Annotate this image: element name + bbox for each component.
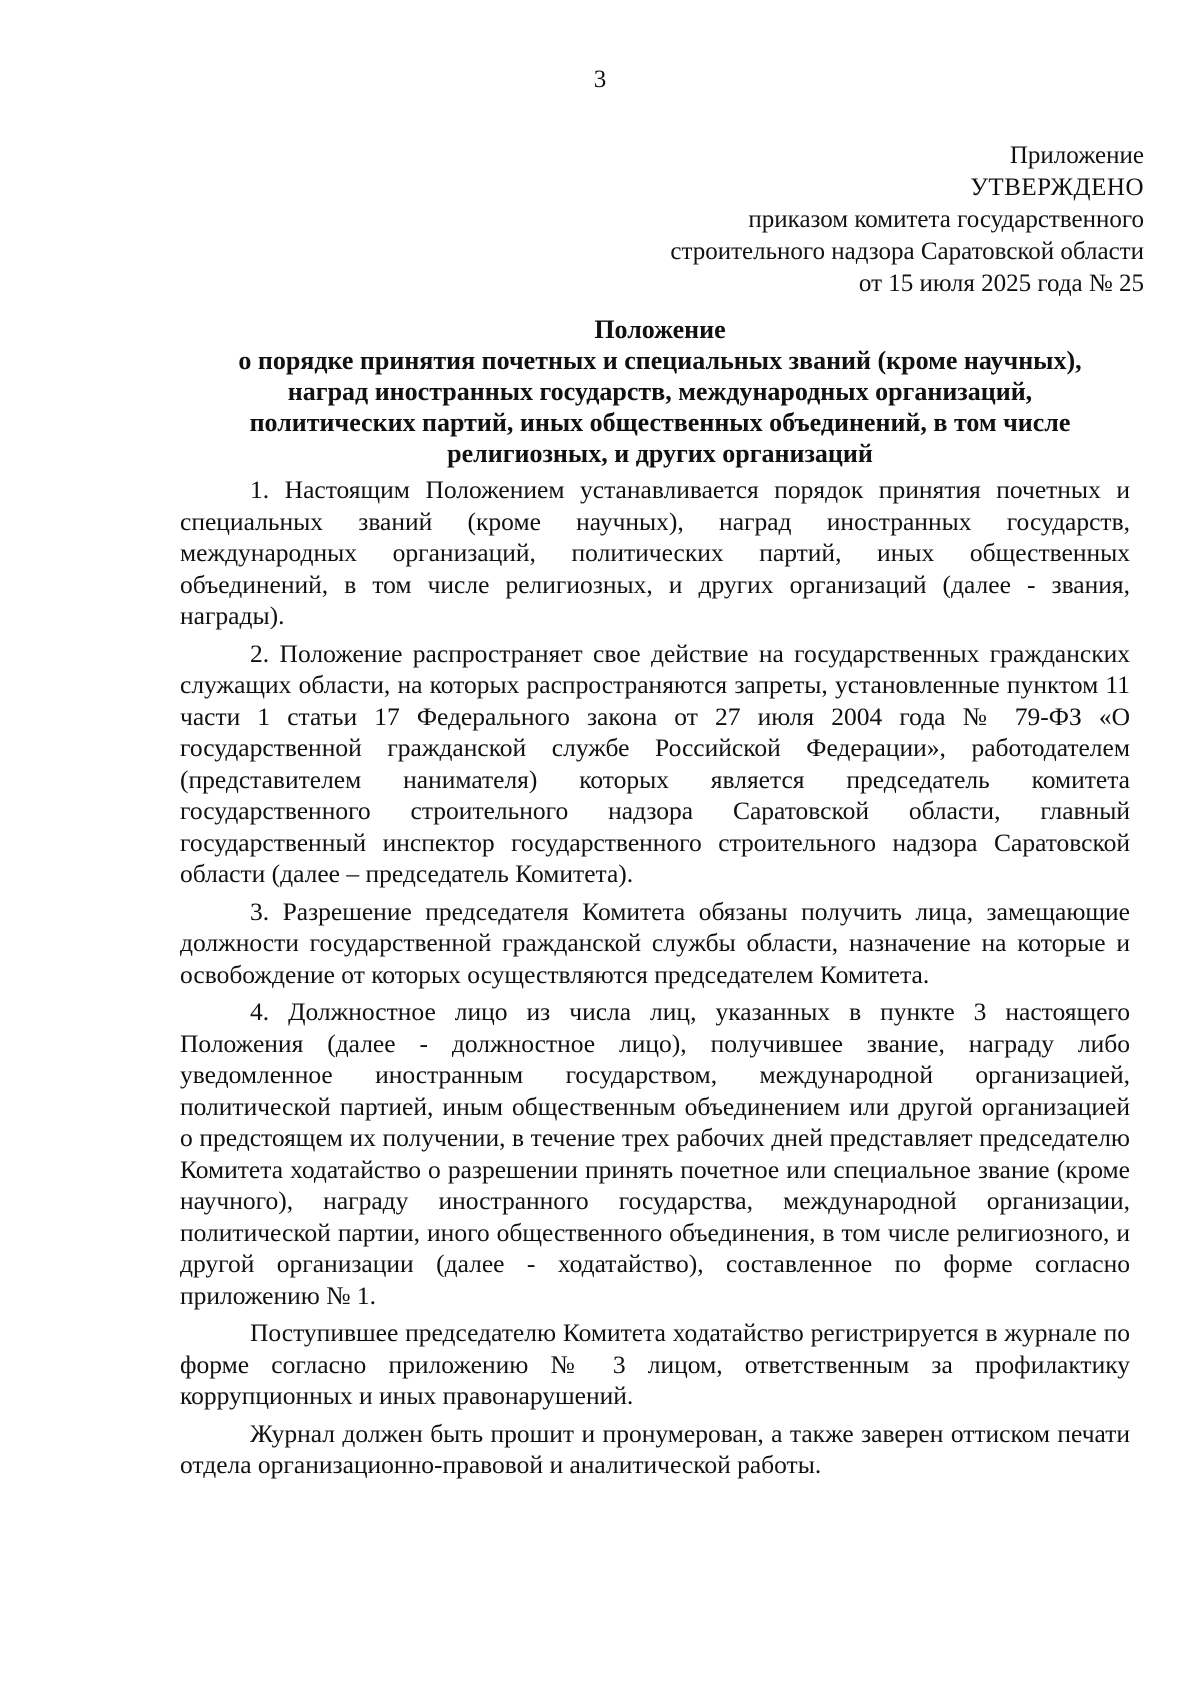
paragraph-4: 4. Должностное лицо из числа лиц, указанных в пункте 3 настоящего Положения (далее - должностное лицо), получившее звание, награду либо уведомленное иностранным государством, международной организацией, политической партией, иным общественным объединением или другой организацией о предстоящем их получении, в течение трех рабочих дней представляет председателю Комитета ходатайство о разрешении принять почетное или специальное звание (кроме научного), награду иностранного государства, международной организации, политической партии, иного общественного объединения, в том числе религиозного, и другой организации (далее - ходатайство), составленное по форме согласно приложению № 1. bbox=[180, 997, 1130, 1310]
paragraph-3: 3. Разрешение председателя Комитета обязаны получить лица, замещающие должности государственной гражданской службы области, назначение на которые и освобождение от которых осуществляются председателем Комитета. bbox=[180, 896, 1130, 989]
appendix-label: Приложение bbox=[1009, 142, 1144, 169]
approved-label: УТВЕРЖДЕНО bbox=[970, 174, 1144, 201]
document-body bbox=[180, 474, 1130, 1483]
approval-block bbox=[524, 140, 1144, 300]
paragraph-5: Поступившее председателю Комитета ходатайство регистрируется в журнале по форме согласно приложению № 3 лицом, ответственным за профилактику коррупционных и иных правонарушений. bbox=[180, 1318, 1130, 1410]
paragraph-1: 1. Настоящим Положением устанавливается порядок принятия почетных и специальных званий (кроме научных), наград иностранных государств, международных организаций, политических партий, иных общественных объединений, в том числе религиозных, и других организаций (далее - звания, награды). bbox=[180, 475, 1130, 630]
title-line-3: политических партий, иных общественных объединений, в том числе bbox=[249, 408, 1071, 437]
order-line-2: строительного надзора Саратовской области bbox=[670, 238, 1144, 265]
title-line-1: о порядке принятия почетных и специальных званий (кроме научных), bbox=[238, 346, 1082, 375]
document-title bbox=[190, 314, 1130, 469]
page-number: 3 bbox=[593, 66, 607, 93]
order-line-1: приказом комитета государственного bbox=[748, 206, 1144, 233]
paragraph-6: Журнал должен быть прошит и пронумерован, а также заверен оттиском печати отдела организационно-правовой и аналитической работы. bbox=[180, 1418, 1130, 1479]
title-line-2: наград иностранных государств, международных организаций, bbox=[287, 377, 1033, 406]
title-line-4: религиозных, и других организаций bbox=[447, 439, 873, 468]
order-date: от 15 июля 2025 года № 25 bbox=[858, 270, 1144, 297]
title-heading: Положение bbox=[594, 315, 726, 344]
paragraph-2: 2. Положение распространяет свое действие на государственных гражданских служащих области, на которых распространяются запреты, установленные пунктом 11 части 1 статьи 17 Федерального закона от 27 июля 2004 года № 79-ФЗ «О государственной гражданской службе Российской Федерации», работодателем (представителем нанимателя) которых является председатель комитета государственного строительного надзора Саратовской области, главный государственный инспектор государственного строительного надзора Саратовской области (далее – председатель Комитета). bbox=[180, 638, 1130, 888]
